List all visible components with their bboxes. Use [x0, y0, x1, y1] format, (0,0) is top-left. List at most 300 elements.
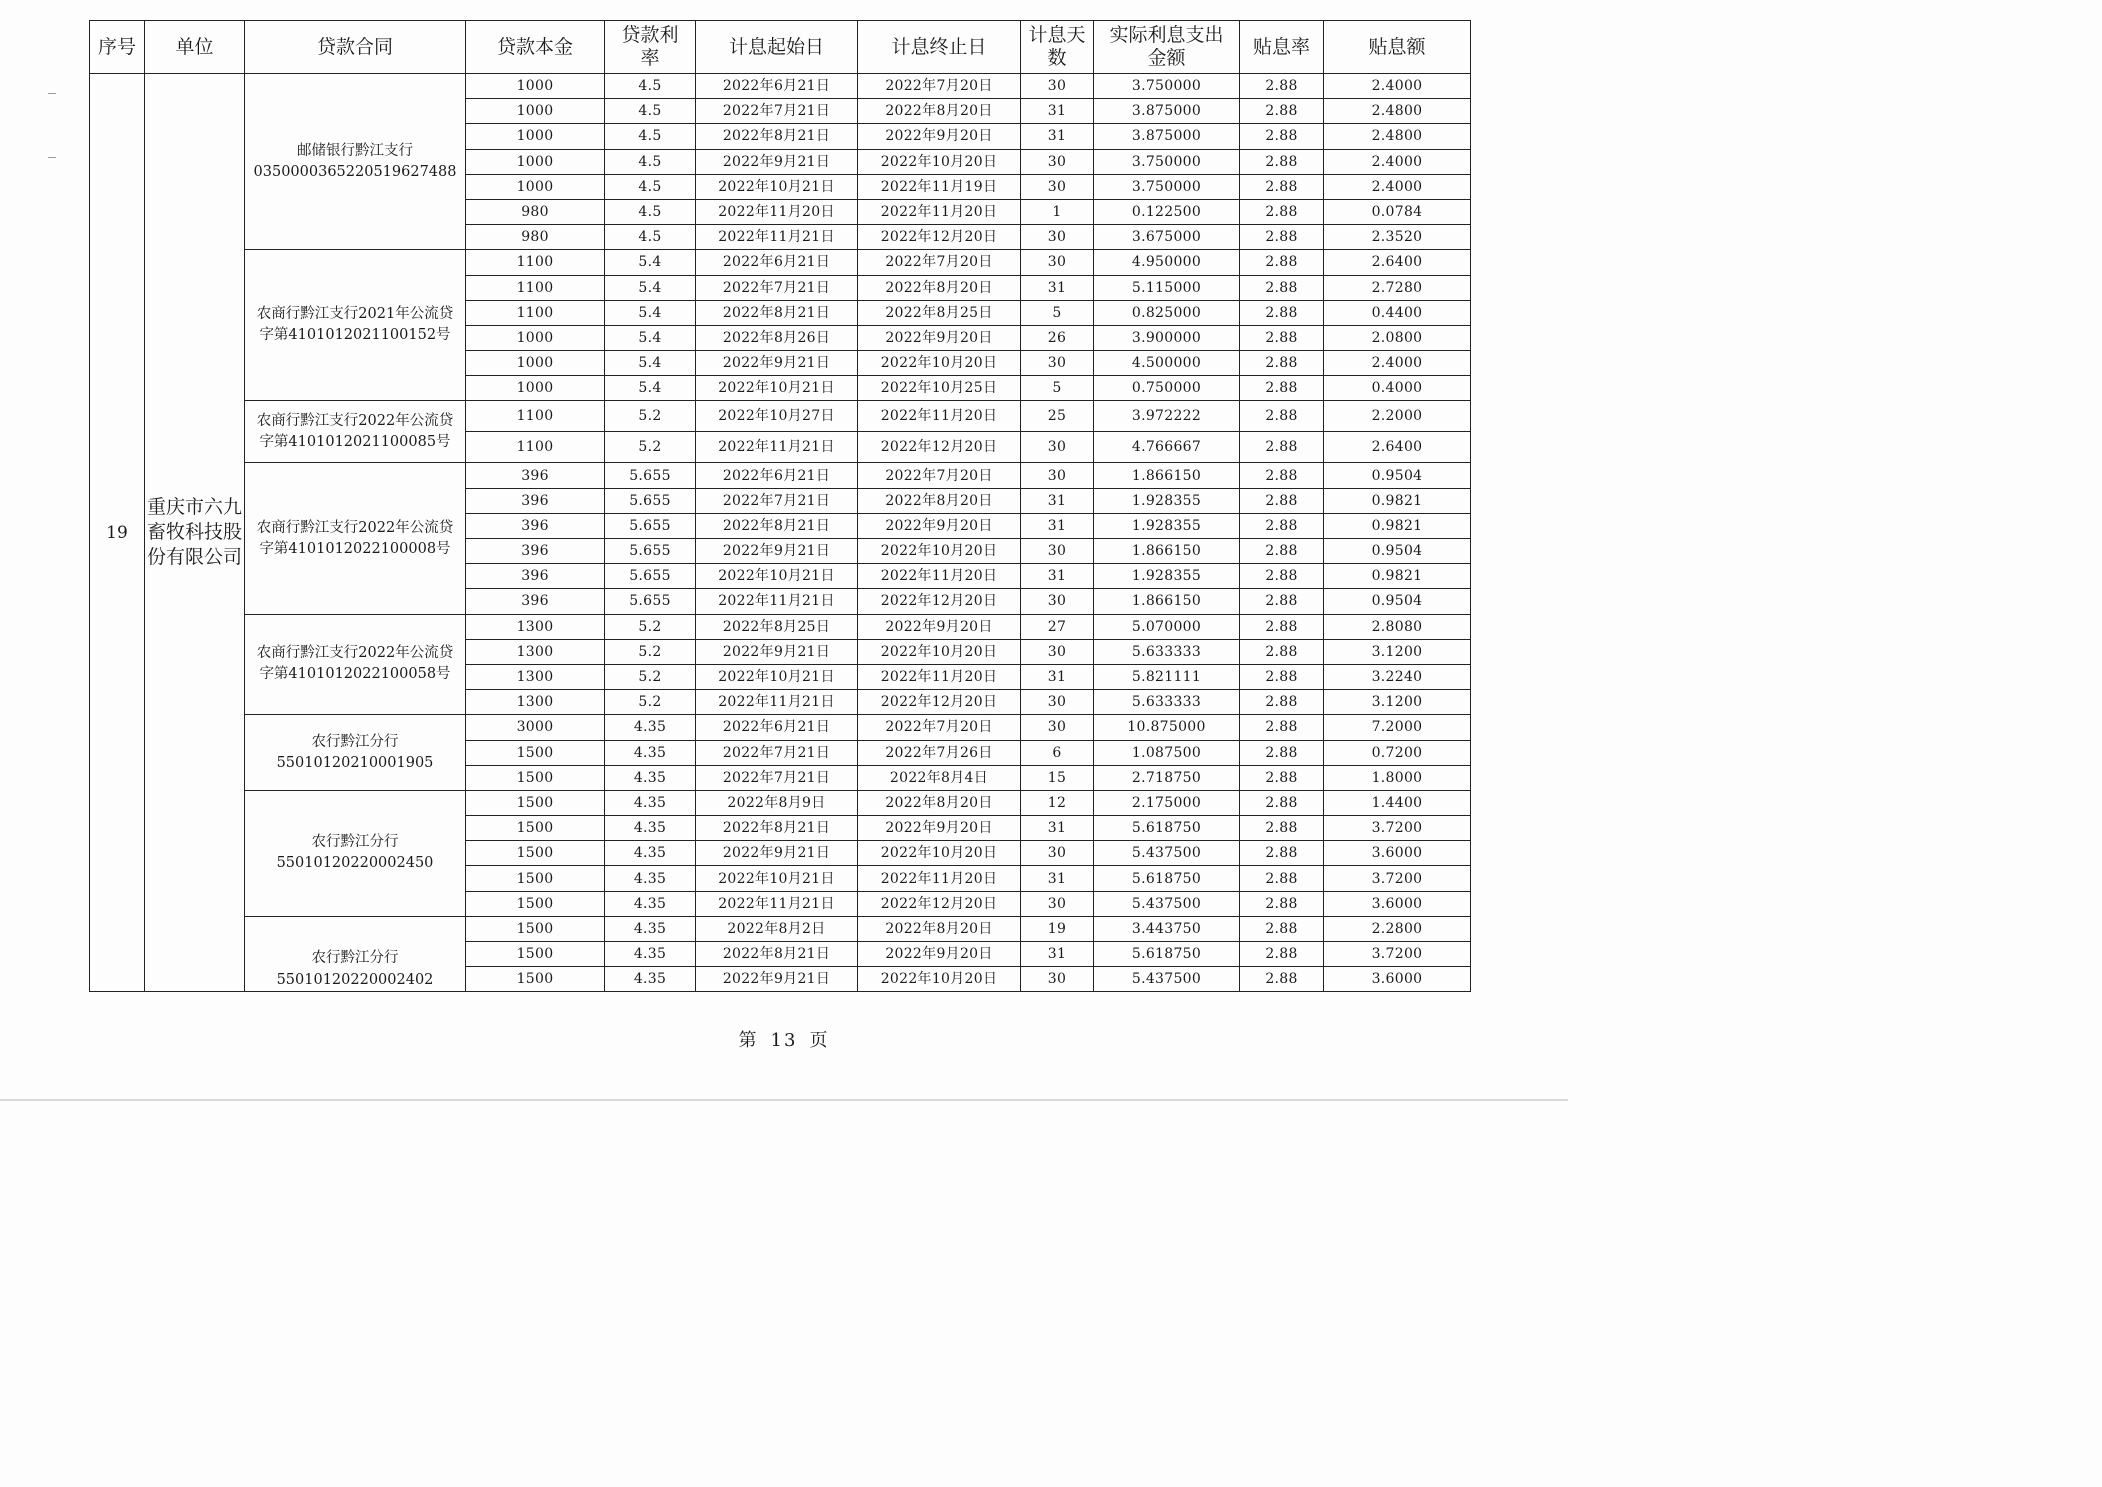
subsidy-rate-cell: 2.88 [1240, 376, 1324, 401]
principal-cell: 1300 [466, 614, 605, 639]
rate-cell: 4.35 [605, 841, 696, 866]
start-date-cell: 2022年6月21日 [696, 463, 858, 488]
end-date-cell: 2022年11月20日 [858, 401, 1021, 432]
header-subsidy-rate: 贴息率 [1240, 21, 1324, 74]
end-date-cell: 2022年10月20日 [858, 841, 1021, 866]
principal-cell: 980 [466, 225, 605, 250]
days-cell: 31 [1021, 275, 1094, 300]
principal-cell: 1100 [466, 250, 605, 275]
end-date-cell: 2022年8月20日 [858, 275, 1021, 300]
start-date-cell: 2022年10月21日 [696, 174, 858, 199]
header-subsidy-amount: 贴息额 [1324, 21, 1471, 74]
principal-cell: 1500 [466, 765, 605, 790]
days-cell: 30 [1021, 967, 1094, 992]
end-date-cell: 2022年7月20日 [858, 250, 1021, 275]
end-date-cell: 2022年11月20日 [858, 866, 1021, 891]
principal-cell: 1000 [466, 174, 605, 199]
interest-cell: 1.928355 [1094, 513, 1240, 538]
rate-cell: 5.2 [605, 639, 696, 664]
days-cell: 30 [1021, 891, 1094, 916]
subsidy-rate-cell: 2.88 [1240, 124, 1324, 149]
contract-cell: 农商行黔江支行2022年公流贷字第4101012021100085号 [245, 401, 466, 463]
end-date-cell: 2022年12月20日 [858, 225, 1021, 250]
rate-cell: 4.5 [605, 149, 696, 174]
end-date-cell: 2022年10月20日 [858, 967, 1021, 992]
end-date-cell: 2022年10月20日 [858, 351, 1021, 376]
subsidy-amount-cell: 2.4000 [1324, 174, 1471, 199]
subsidy-amount-cell: 2.6400 [1324, 250, 1471, 275]
start-date-cell: 2022年11月21日 [696, 690, 858, 715]
start-date-cell: 2022年8月21日 [696, 124, 858, 149]
principal-cell: 1500 [466, 790, 605, 815]
days-cell: 31 [1021, 488, 1094, 513]
end-date-cell: 2022年8月20日 [858, 99, 1021, 124]
contract-cell: 农商行黔江支行2022年公流贷字第4101012022100008号 [245, 463, 466, 614]
interest-cell: 5.115000 [1094, 275, 1240, 300]
interest-cell: 1.866150 [1094, 539, 1240, 564]
end-date-cell: 2022年11月19日 [858, 174, 1021, 199]
interest-cell: 3.875000 [1094, 124, 1240, 149]
principal-cell: 396 [466, 539, 605, 564]
end-date-cell: 2022年9月20日 [858, 942, 1021, 967]
days-cell: 30 [1021, 639, 1094, 664]
rate-cell: 4.35 [605, 942, 696, 967]
end-date-cell: 2022年7月20日 [858, 463, 1021, 488]
page-number: 13 [770, 1030, 798, 1051]
header-end-date: 计息终止日 [858, 21, 1021, 74]
rate-cell: 5.2 [605, 432, 696, 463]
subsidy-rate-cell: 2.88 [1240, 401, 1324, 432]
principal-cell: 1000 [466, 149, 605, 174]
interest-cell: 4.950000 [1094, 250, 1240, 275]
start-date-cell: 2022年7月21日 [696, 740, 858, 765]
subsidy-rate-cell: 2.88 [1240, 225, 1324, 250]
days-cell: 30 [1021, 463, 1094, 488]
rate-cell: 5.2 [605, 664, 696, 689]
subsidy-rate-cell: 2.88 [1240, 539, 1324, 564]
principal-cell: 1500 [466, 891, 605, 916]
subsidy-amount-cell: 0.7200 [1324, 740, 1471, 765]
subsidy-amount-cell: 3.1200 [1324, 639, 1471, 664]
subsidy-amount-cell: 0.9821 [1324, 488, 1471, 513]
end-date-cell: 2022年8月25日 [858, 300, 1021, 325]
page-footer [0, 1026, 1568, 1052]
end-date-cell: 2022年9月20日 [858, 614, 1021, 639]
table-row [90, 916, 1471, 941]
principal-cell: 1500 [466, 841, 605, 866]
principal-cell: 980 [466, 199, 605, 224]
subsidy-amount-cell: 2.4800 [1324, 99, 1471, 124]
interest-cell: 0.122500 [1094, 199, 1240, 224]
days-cell: 31 [1021, 513, 1094, 538]
principal-cell: 1500 [466, 916, 605, 941]
start-date-cell: 2022年11月20日 [696, 199, 858, 224]
interest-cell: 1.928355 [1094, 488, 1240, 513]
rate-cell: 4.35 [605, 715, 696, 740]
table-row [90, 250, 1471, 275]
subsidy-amount-cell: 0.4000 [1324, 376, 1471, 401]
rate-cell: 4.5 [605, 124, 696, 149]
subsidy-amount-cell: 3.1200 [1324, 690, 1471, 715]
days-cell: 30 [1021, 174, 1094, 199]
principal-cell: 1100 [466, 275, 605, 300]
header-seq: 序号 [90, 21, 145, 74]
end-date-cell: 2022年9月20日 [858, 816, 1021, 841]
days-cell: 30 [1021, 841, 1094, 866]
subsidy-rate-cell: 2.88 [1240, 275, 1324, 300]
days-cell: 30 [1021, 74, 1094, 99]
interest-cell: 3.443750 [1094, 916, 1240, 941]
seq-cell: 19 [90, 74, 145, 992]
subsidy-amount-cell: 3.7200 [1324, 816, 1471, 841]
interest-cell: 0.750000 [1094, 376, 1240, 401]
rate-cell: 5.2 [605, 614, 696, 639]
subsidy-amount-cell: 0.9821 [1324, 513, 1471, 538]
days-cell: 30 [1021, 225, 1094, 250]
start-date-cell: 2022年10月21日 [696, 564, 858, 589]
subsidy-rate-cell: 2.88 [1240, 740, 1324, 765]
days-cell: 30 [1021, 589, 1094, 614]
subsidy-rate-cell: 2.88 [1240, 325, 1324, 350]
end-date-cell: 2022年11月20日 [858, 564, 1021, 589]
days-cell: 27 [1021, 614, 1094, 639]
subsidy-amount-cell: 7.2000 [1324, 715, 1471, 740]
interest-cell: 5.633333 [1094, 690, 1240, 715]
subsidy-amount-cell: 2.4800 [1324, 124, 1471, 149]
principal-cell: 1100 [466, 401, 605, 432]
contract-cell: 农行黔江分行 55010120220002402 [245, 916, 466, 992]
end-date-cell: 2022年7月26日 [858, 740, 1021, 765]
subsidy-amount-cell: 1.4400 [1324, 790, 1471, 815]
interest-cell: 3.875000 [1094, 99, 1240, 124]
subsidy-rate-cell: 2.88 [1240, 967, 1324, 992]
days-cell: 31 [1021, 942, 1094, 967]
end-date-cell: 2022年12月20日 [858, 589, 1021, 614]
end-date-cell: 2022年11月20日 [858, 664, 1021, 689]
end-date-cell: 2022年10月20日 [858, 149, 1021, 174]
rate-cell: 5.4 [605, 351, 696, 376]
interest-cell: 3.750000 [1094, 174, 1240, 199]
rate-cell: 5.655 [605, 564, 696, 589]
interest-cell: 3.900000 [1094, 325, 1240, 350]
rate-cell: 5.655 [605, 513, 696, 538]
page-suffix: 页 [809, 1030, 830, 1051]
subsidy-rate-cell: 2.88 [1240, 866, 1324, 891]
interest-cell: 3.972222 [1094, 401, 1240, 432]
end-date-cell: 2022年8月20日 [858, 916, 1021, 941]
start-date-cell: 2022年11月21日 [696, 225, 858, 250]
subsidy-rate-cell: 2.88 [1240, 715, 1324, 740]
header-interest-amount: 实际利息支出金额 [1094, 21, 1240, 74]
start-date-cell: 2022年9月21日 [696, 639, 858, 664]
subsidy-amount-cell: 2.3520 [1324, 225, 1471, 250]
rate-cell: 5.655 [605, 463, 696, 488]
start-date-cell: 2022年11月21日 [696, 891, 858, 916]
contract-cell: 邮储银行黔江支行 0350000365220519627488 [245, 74, 466, 250]
interest-cell: 4.766667 [1094, 432, 1240, 463]
subsidy-rate-cell: 2.88 [1240, 664, 1324, 689]
start-date-cell: 2022年8月21日 [696, 942, 858, 967]
subsidy-amount-cell: 2.4000 [1324, 149, 1471, 174]
days-cell: 31 [1021, 124, 1094, 149]
principal-cell: 1500 [466, 866, 605, 891]
subsidy-rate-cell: 2.88 [1240, 690, 1324, 715]
interest-cell: 1.087500 [1094, 740, 1240, 765]
interest-cell: 1.866150 [1094, 463, 1240, 488]
principal-cell: 1300 [466, 664, 605, 689]
subsidy-amount-cell: 0.9504 [1324, 539, 1471, 564]
end-date-cell: 2022年8月4日 [858, 765, 1021, 790]
subsidy-amount-cell: 2.2800 [1324, 916, 1471, 941]
start-date-cell: 2022年8月2日 [696, 916, 858, 941]
subsidy-rate-cell: 2.88 [1240, 99, 1324, 124]
principal-cell: 1000 [466, 99, 605, 124]
rate-cell: 4.5 [605, 174, 696, 199]
days-cell: 30 [1021, 250, 1094, 275]
table-row [90, 790, 1471, 815]
start-date-cell: 2022年11月21日 [696, 432, 858, 463]
subsidy-amount-cell: 1.8000 [1324, 765, 1471, 790]
days-cell: 5 [1021, 376, 1094, 401]
principal-cell: 1000 [466, 351, 605, 376]
subsidy-amount-cell: 0.9504 [1324, 589, 1471, 614]
start-date-cell: 2022年8月9日 [696, 790, 858, 815]
principal-cell: 396 [466, 564, 605, 589]
days-cell: 30 [1021, 432, 1094, 463]
start-date-cell: 2022年7月21日 [696, 275, 858, 300]
rate-cell: 4.35 [605, 916, 696, 941]
interest-cell: 5.070000 [1094, 614, 1240, 639]
contract-cell: 农商行黔江支行2021年公流贷字第4101012021100152号 [245, 250, 466, 401]
subsidy-amount-cell: 3.6000 [1324, 967, 1471, 992]
subsidy-rate-cell: 2.88 [1240, 639, 1324, 664]
subsidy-rate-cell: 2.88 [1240, 300, 1324, 325]
end-date-cell: 2022年11月20日 [858, 199, 1021, 224]
rate-cell: 4.35 [605, 816, 696, 841]
end-date-cell: 2022年10月20日 [858, 539, 1021, 564]
days-cell: 31 [1021, 866, 1094, 891]
table-row [90, 74, 1471, 99]
subsidy-rate-cell: 2.88 [1240, 463, 1324, 488]
start-date-cell: 2022年10月21日 [696, 376, 858, 401]
days-cell: 30 [1021, 690, 1094, 715]
subsidy-rate-cell: 2.88 [1240, 891, 1324, 916]
days-cell: 12 [1021, 790, 1094, 815]
principal-cell: 396 [466, 513, 605, 538]
end-date-cell: 2022年10月20日 [858, 639, 1021, 664]
interest-cell: 5.618750 [1094, 866, 1240, 891]
subsidy-rate-cell: 2.88 [1240, 488, 1324, 513]
scan-mark [48, 93, 56, 94]
header-row [90, 21, 1471, 74]
subsidy-amount-cell: 2.4000 [1324, 351, 1471, 376]
start-date-cell: 2022年10月21日 [696, 664, 858, 689]
days-cell: 31 [1021, 99, 1094, 124]
principal-cell: 1000 [466, 376, 605, 401]
days-cell: 30 [1021, 539, 1094, 564]
days-cell: 15 [1021, 765, 1094, 790]
scan-mark [48, 157, 56, 158]
start-date-cell: 2022年8月25日 [696, 614, 858, 639]
subsidy-amount-cell: 2.0800 [1324, 325, 1471, 350]
subsidy-amount-cell: 2.4000 [1324, 74, 1471, 99]
subsidy-rate-cell: 2.88 [1240, 564, 1324, 589]
table-row [90, 401, 1471, 432]
rate-cell: 4.35 [605, 790, 696, 815]
subsidy-rate-cell: 2.88 [1240, 199, 1324, 224]
interest-cell: 2.175000 [1094, 790, 1240, 815]
end-date-cell: 2022年7月20日 [858, 74, 1021, 99]
principal-cell: 1100 [466, 300, 605, 325]
start-date-cell: 2022年9月21日 [696, 841, 858, 866]
interest-cell: 3.750000 [1094, 74, 1240, 99]
subsidy-table-container [89, 20, 1471, 992]
start-date-cell: 2022年8月21日 [696, 513, 858, 538]
end-date-cell: 2022年12月20日 [858, 690, 1021, 715]
start-date-cell: 2022年6月21日 [696, 250, 858, 275]
rate-cell: 5.655 [605, 488, 696, 513]
days-cell: 30 [1021, 715, 1094, 740]
interest-cell: 1.928355 [1094, 564, 1240, 589]
rate-cell: 4.35 [605, 740, 696, 765]
principal-cell: 1500 [466, 740, 605, 765]
subsidy-rate-cell: 2.88 [1240, 816, 1324, 841]
page-prefix: 第 [738, 1030, 759, 1051]
subsidy-rate-cell: 2.88 [1240, 589, 1324, 614]
days-cell: 30 [1021, 149, 1094, 174]
end-date-cell: 2022年10月25日 [858, 376, 1021, 401]
subsidy-rate-cell: 2.88 [1240, 841, 1324, 866]
interest-cell: 1.866150 [1094, 589, 1240, 614]
rate-cell: 4.5 [605, 225, 696, 250]
days-cell: 19 [1021, 916, 1094, 941]
end-date-cell: 2022年8月20日 [858, 790, 1021, 815]
subsidy-rate-cell: 2.88 [1240, 513, 1324, 538]
subsidy-amount-cell: 3.6000 [1324, 841, 1471, 866]
table-row [90, 463, 1471, 488]
start-date-cell: 2022年9月21日 [696, 149, 858, 174]
start-date-cell: 2022年6月21日 [696, 715, 858, 740]
subsidy-amount-cell: 0.0784 [1324, 199, 1471, 224]
start-date-cell: 2022年11月21日 [696, 589, 858, 614]
rate-cell: 4.5 [605, 74, 696, 99]
end-date-cell: 2022年9月20日 [858, 124, 1021, 149]
days-cell: 26 [1021, 325, 1094, 350]
header-unit: 单位 [145, 21, 245, 74]
subsidy-rate-cell: 2.88 [1240, 916, 1324, 941]
principal-cell: 1100 [466, 432, 605, 463]
start-date-cell: 2022年7月21日 [696, 488, 858, 513]
principal-cell: 3000 [466, 715, 605, 740]
subsidy-amount-cell: 0.9504 [1324, 463, 1471, 488]
principal-cell: 1300 [466, 690, 605, 715]
principal-cell: 1000 [466, 325, 605, 350]
rate-cell: 4.35 [605, 765, 696, 790]
subsidy-rate-cell: 2.88 [1240, 790, 1324, 815]
days-cell: 31 [1021, 564, 1094, 589]
subsidy-rate-cell: 2.88 [1240, 614, 1324, 639]
table-row [90, 614, 1471, 639]
end-date-cell: 2022年7月20日 [858, 715, 1021, 740]
subsidy-rate-cell: 2.88 [1240, 432, 1324, 463]
interest-cell: 3.750000 [1094, 149, 1240, 174]
end-date-cell: 2022年12月20日 [858, 891, 1021, 916]
interest-cell: 0.825000 [1094, 300, 1240, 325]
days-cell: 25 [1021, 401, 1094, 432]
subsidy-rate-cell: 2.88 [1240, 351, 1324, 376]
rate-cell: 4.35 [605, 891, 696, 916]
rate-cell: 4.35 [605, 967, 696, 992]
header-principal: 贷款本金 [466, 21, 605, 74]
header-contract: 贷款合同 [245, 21, 466, 74]
days-cell: 31 [1021, 664, 1094, 689]
subsidy-amount-cell: 3.6000 [1324, 891, 1471, 916]
start-date-cell: 2022年8月21日 [696, 816, 858, 841]
interest-cell: 5.821111 [1094, 664, 1240, 689]
days-cell: 5 [1021, 300, 1094, 325]
principal-cell: 1000 [466, 124, 605, 149]
subsidy-amount-cell: 2.7280 [1324, 275, 1471, 300]
subsidy-rate-cell: 2.88 [1240, 942, 1324, 967]
interest-cell: 10.875000 [1094, 715, 1240, 740]
subsidy-amount-cell: 0.4400 [1324, 300, 1471, 325]
subsidy-rate-cell: 2.88 [1240, 174, 1324, 199]
days-cell: 6 [1021, 740, 1094, 765]
subsidy-amount-cell: 2.6400 [1324, 432, 1471, 463]
subsidy-rate-cell: 2.88 [1240, 74, 1324, 99]
rate-cell: 5.4 [605, 325, 696, 350]
interest-cell: 5.437500 [1094, 841, 1240, 866]
table-row [90, 715, 1471, 740]
header-days: 计息天数 [1021, 21, 1094, 74]
principal-cell: 1000 [466, 74, 605, 99]
subsidy-amount-cell: 2.8080 [1324, 614, 1471, 639]
days-cell: 1 [1021, 199, 1094, 224]
end-date-cell: 2022年8月20日 [858, 488, 1021, 513]
interest-cell: 3.675000 [1094, 225, 1240, 250]
principal-cell: 1500 [466, 942, 605, 967]
subsidy-rate-cell: 2.88 [1240, 149, 1324, 174]
rate-cell: 5.4 [605, 250, 696, 275]
interest-cell: 2.718750 [1094, 765, 1240, 790]
principal-cell: 1300 [466, 639, 605, 664]
start-date-cell: 2022年8月26日 [696, 325, 858, 350]
interest-cell: 5.633333 [1094, 639, 1240, 664]
principal-cell: 1500 [466, 967, 605, 992]
header-start-date: 计息起始日 [696, 21, 858, 74]
interest-cell: 5.618750 [1094, 942, 1240, 967]
days-cell: 31 [1021, 816, 1094, 841]
scan-edge [0, 1099, 1568, 1101]
start-date-cell: 2022年10月21日 [696, 866, 858, 891]
subsidy-amount-cell: 3.7200 [1324, 942, 1471, 967]
rate-cell: 5.4 [605, 300, 696, 325]
principal-cell: 396 [466, 488, 605, 513]
end-date-cell: 2022年9月20日 [858, 325, 1021, 350]
principal-cell: 1500 [466, 816, 605, 841]
start-date-cell: 2022年7月21日 [696, 99, 858, 124]
start-date-cell: 2022年9月21日 [696, 539, 858, 564]
contract-cell: 农行黔江分行 55010120210001905 [245, 715, 466, 791]
subsidy-amount-cell: 3.7200 [1324, 866, 1471, 891]
interest-cell: 5.437500 [1094, 967, 1240, 992]
rate-cell: 4.5 [605, 199, 696, 224]
rate-cell: 4.5 [605, 99, 696, 124]
days-cell: 30 [1021, 351, 1094, 376]
principal-cell: 396 [466, 589, 605, 614]
header-rate: 贷款利率 [605, 21, 696, 74]
contract-cell: 农商行黔江支行2022年公流贷字第4101012022100058号 [245, 614, 466, 715]
